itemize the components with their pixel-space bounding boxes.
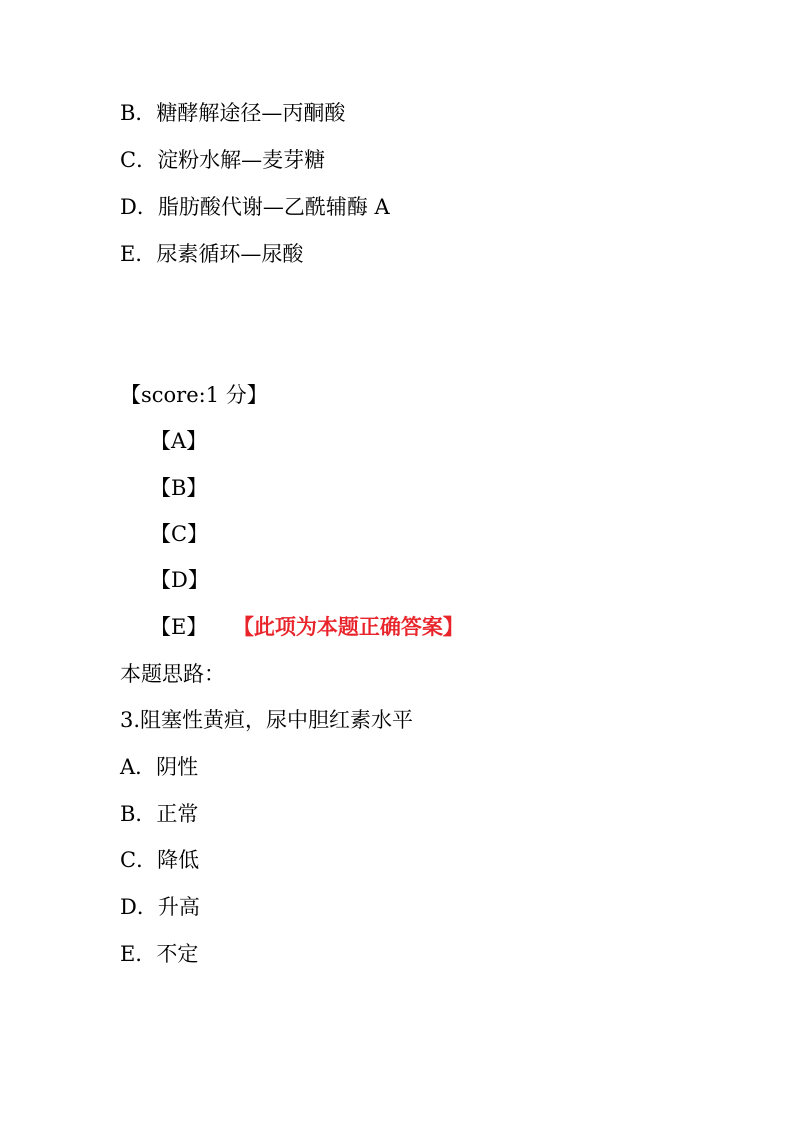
q3-option-e: E．不定	[120, 942, 199, 966]
prev-option-c: C．淀粉水解—麦芽糖	[120, 148, 326, 172]
q3-option-c: C．降低	[120, 848, 200, 872]
choice-e: 【E】	[150, 615, 208, 639]
choice-d: 【D】	[150, 568, 209, 592]
q3-option-d: D．升高	[120, 895, 200, 919]
choice-b: 【B】	[150, 476, 208, 500]
choice-a: 【A】	[150, 429, 208, 453]
question-3-stem: 3.阻塞性黄疸，尿中胆红素水平	[120, 708, 414, 732]
q3-option-a: A．阴性	[120, 755, 199, 779]
choice-e-row	[150, 613, 464, 641]
q3-option-b: B．正常	[120, 802, 199, 826]
choice-c: 【C】	[150, 522, 209, 546]
prev-option-e: E．尿素循环—尿酸	[120, 242, 304, 266]
prev-option-b: B．糖酵解途径—丙酮酸	[120, 101, 346, 125]
reasoning-label: 本题思路：	[120, 662, 225, 686]
score-label: 【score:1 分】	[120, 383, 268, 407]
correct-answer-marker: 【此项为本题正确答案】	[243, 614, 464, 639]
prev-option-d: D．脂肪酸代谢—乙酰辅酶 A	[120, 195, 390, 219]
